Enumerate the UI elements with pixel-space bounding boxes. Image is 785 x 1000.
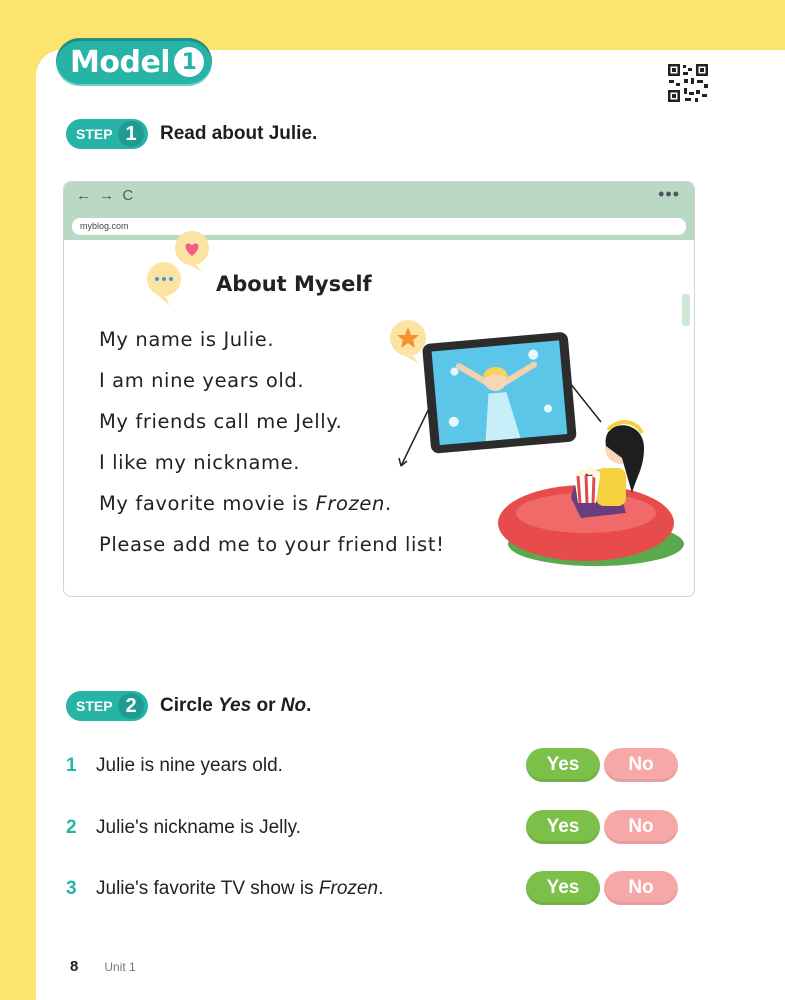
blog-line: I am nine years old.: [99, 369, 305, 392]
step-1-instruction: Read about Julie.: [160, 123, 318, 144]
qr-code-icon[interactable]: [666, 62, 710, 104]
browser-nav-icons[interactable]: ← → C: [76, 187, 136, 204]
model-badge: [56, 38, 212, 86]
yes-button[interactable]: Yes: [526, 871, 600, 905]
no-button[interactable]: No: [604, 871, 678, 905]
speech-bubble-dots-icon: [144, 260, 184, 308]
question-period: .: [378, 878, 384, 899]
step-2-yes-word: Yes: [218, 695, 252, 716]
question-movie-title: Frozen: [318, 878, 379, 899]
question-text-main: Julie's favorite TV show is: [96, 878, 319, 899]
girl-watching-tv-illustration: [386, 318, 695, 574]
step-2-or: or: [251, 695, 281, 716]
model-label: Model: [70, 44, 171, 80]
step-1-badge: [66, 119, 148, 149]
step-2-header: [66, 691, 311, 721]
question-text: Julie is nine years old.: [96, 755, 283, 776]
step-2-label: STEP: [76, 698, 113, 714]
address-bar[interactable]: myblog.com: [72, 218, 686, 235]
step-2-period: .: [306, 695, 312, 716]
blog-line: I like my nickname.: [99, 451, 301, 474]
no-button[interactable]: No: [604, 810, 678, 844]
step-2-text: Circle: [160, 695, 219, 716]
more-menu-icon[interactable]: •••: [658, 184, 680, 204]
unit-label: Unit 1: [104, 960, 136, 974]
browser-window: [63, 181, 695, 597]
question-number: 2: [66, 817, 77, 838]
movie-title: Frozen: [315, 492, 385, 515]
model-number: 1: [174, 47, 204, 77]
step-1-header: [66, 119, 317, 149]
question-number: 3: [66, 878, 77, 899]
scroll-thumb[interactable]: [682, 294, 690, 326]
step-2-number: 2: [118, 693, 144, 719]
page-number: 8: [70, 958, 79, 975]
scrollbar[interactable]: [682, 244, 690, 592]
step-2-no-word: No: [280, 695, 307, 716]
question-text: [96, 878, 383, 900]
question-3: [66, 878, 383, 900]
no-button[interactable]: No: [604, 748, 678, 782]
blog-line-period: .: [384, 492, 392, 515]
blog-line-text: My favorite movie is: [99, 492, 316, 515]
step-1-label: STEP: [76, 126, 113, 142]
question-number: 1: [66, 755, 77, 776]
browser-toolbar: [64, 182, 694, 240]
blog-title: About Myself: [216, 272, 372, 296]
blog-line: Please add me to your friend list!: [99, 533, 445, 556]
page-footer: [70, 958, 136, 975]
yes-button[interactable]: Yes: [526, 810, 600, 844]
blog-line: My name is Julie.: [99, 328, 275, 351]
yes-button[interactable]: Yes: [526, 748, 600, 782]
step-1-number: 1: [118, 121, 144, 147]
question-1: [66, 755, 283, 777]
step-2-instruction: [160, 695, 311, 717]
question-text: Julie's nickname is Jelly.: [96, 817, 301, 838]
step-2-badge: [66, 691, 148, 721]
blog-line: [99, 492, 392, 515]
question-2: [66, 817, 301, 839]
blog-line: My friends call me Jelly.: [99, 410, 343, 433]
